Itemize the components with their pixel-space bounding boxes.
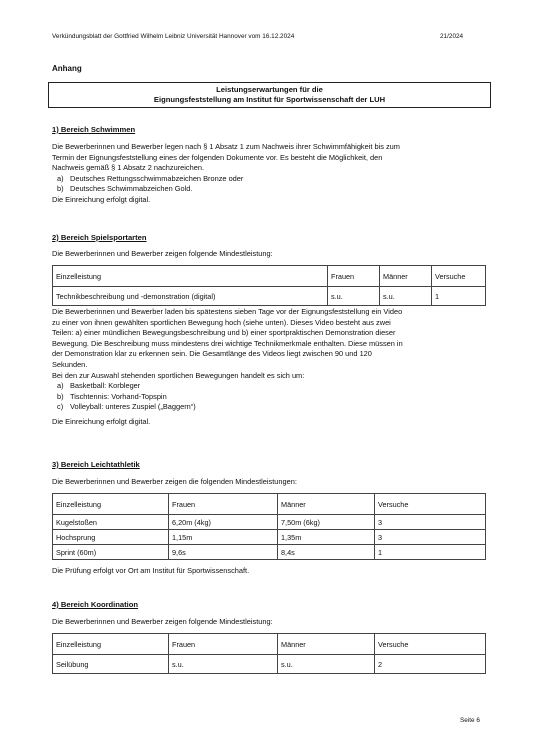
table-cell: 3 <box>375 515 486 530</box>
table-cell: s.u. <box>278 655 375 674</box>
section-3-heading: 3) Bereich Leichtathletik <box>52 460 140 469</box>
table-header-cell: Einzelleistung <box>53 634 169 655</box>
table-header-cell: Versuche <box>375 494 486 515</box>
table-row <box>53 530 486 545</box>
s2-para-line: der Demonstration klar zu erkennen sein. Die Gesamtlänge des Videos liegt zwischen 90 und 120 <box>52 349 372 359</box>
s2-para-line: zu einer von ihnen gewählten sportlichen Bewegung hoch (siehe unten). Dieses Video besteht aus zwei <box>52 317 391 327</box>
s3-intro: Die Bewerberinnen und Bewerber zeigen die folgenden Mindestleistungen: <box>52 477 297 486</box>
s1-intro-line: Nachweis gemäß § 1 Absatz 2 nachzureichen. <box>52 163 205 173</box>
table-cell: Seilübung <box>53 655 169 674</box>
table-header-cell: Männer <box>278 634 375 655</box>
list-text: Deutsches Rettungsschwimmabzeichen Bronze oder <box>70 173 244 183</box>
list-marker: b) <box>57 184 64 194</box>
s3-outro: Die Prüfung erfolgt vor Ort am Institut für Sportwissenschaft. <box>52 566 250 575</box>
section-2-heading: 2) Bereich Spielsportarten <box>52 233 147 242</box>
table-header-cell: Männer <box>278 494 375 515</box>
table-row <box>53 545 486 560</box>
s3-table <box>52 493 486 560</box>
table-cell: s.u. <box>328 287 380 306</box>
table-header-row <box>53 266 486 287</box>
table-cell: 1,15m <box>169 530 278 545</box>
table-row <box>53 515 486 530</box>
page-number: Seite 6 <box>460 717 480 724</box>
table-cell: s.u. <box>380 287 432 306</box>
table-header-cell: Versuche <box>375 634 486 655</box>
s2-outro: Die Einreichung erfolgt digital. <box>52 416 151 426</box>
table-cell: 7,50m (6kg) <box>278 515 375 530</box>
s2-lead: Bei den zur Auswahl stehenden sportlichen Bewegungen handelt es sich um: <box>52 370 305 380</box>
s2-table <box>52 265 486 306</box>
title-line-1: Leistungserwartungen für die <box>216 85 323 94</box>
title-line-2: Eignungsfeststellung am Institut für Sportwissenschaft der LUH <box>153 95 386 104</box>
list-item <box>52 381 492 392</box>
table-header-row <box>53 494 486 515</box>
s2-intro: Die Bewerberinnen und Bewerber zeigen folgende Mindestleistung: <box>52 249 273 258</box>
title-box <box>48 82 491 108</box>
s2-para-line: Teilen: a) einer mündlichen Bewegungsbeschreibung und b) einer sportpraktischen Demonstration dieser <box>52 328 396 338</box>
table-cell: 2 <box>375 655 486 674</box>
table-cell: Hochsprung <box>53 530 169 545</box>
table-header-cell: Frauen <box>328 266 380 287</box>
table-header-cell: Einzelleistung <box>53 266 328 287</box>
header-right: 21/2024 <box>440 33 464 40</box>
s1-intro-line: Die Bewerberinnen und Bewerber legen nach § 1 Absatz 1 zum Nachweis ihrer Schwimmfähigkeit bis zum <box>52 142 400 151</box>
table-cell: 9,6s <box>169 545 278 560</box>
table-cell: Sprint (60m) <box>53 545 169 560</box>
list-text: Volleyball: unteres Zuspiel („Baggern“) <box>70 402 196 412</box>
table-header-row <box>53 634 486 655</box>
table-header-cell: Frauen <box>169 634 278 655</box>
s1-outro: Die Einreichung erfolgt digital. <box>52 194 151 204</box>
s1-list <box>52 174 492 195</box>
s2-para-line: Bewegung. Die Beschreibung muss mindestens drei wichtige Technikmerkmale enthalten. Diese müssen in <box>52 338 403 348</box>
table-cell: 8,4s <box>278 545 375 560</box>
section-4-heading: 4) Bereich Koordination <box>52 600 139 609</box>
list-item <box>52 392 492 403</box>
table-cell: s.u. <box>169 655 278 674</box>
s4-intro: Die Bewerberinnen und Bewerber zeigen folgende Mindestleistung: <box>52 617 273 626</box>
list-item <box>52 402 492 413</box>
list-marker: c) <box>57 402 64 412</box>
header-left: Verkündungsblatt der Gottfried Wilhelm Leibniz Universität Hannover vom 16.12.2024 <box>52 33 295 40</box>
section-1-body <box>52 142 492 206</box>
table-cell: 3 <box>375 530 486 545</box>
table-cell: 1 <box>375 545 486 560</box>
section-2-body <box>52 307 492 428</box>
s1-intro-line: Termin der Eignungsfeststellung eines der folgenden Dokumente vor. Es besteht die Möglichkeit, den <box>52 152 383 162</box>
s4-table <box>52 633 486 674</box>
list-marker: a) <box>57 381 64 391</box>
list-marker: b) <box>57 391 64 401</box>
anhang-label: Anhang <box>52 64 82 73</box>
list-item <box>52 184 492 195</box>
table-header-cell: Frauen <box>169 494 278 515</box>
list-text: Tischtennis: Vorhand-Topspin <box>70 391 167 401</box>
s2-para-line: Die Bewerberinnen und Bewerber laden bis spätestens sieben Tage vor der Eignungsfeststellung ein Video <box>52 307 403 316</box>
table-row <box>53 655 486 674</box>
table-header-cell: Männer <box>380 266 432 287</box>
list-text: Basketball: Korbleger <box>70 381 141 391</box>
table-cell: 1,35m <box>278 530 375 545</box>
table-header-cell: Versuche <box>432 266 486 287</box>
section-1-heading: 1) Bereich Schwimmen <box>52 125 136 134</box>
list-text: Deutsches Schwimmabzeichen Gold. <box>70 184 193 194</box>
table-cell: 6,20m (4kg) <box>169 515 278 530</box>
list-marker: a) <box>57 173 64 183</box>
table-header-cell: Einzelleistung <box>53 494 169 515</box>
s2-list <box>52 381 492 413</box>
list-item <box>52 174 492 185</box>
s2-para-line: Sekunden. <box>52 359 88 369</box>
table-row <box>53 287 486 306</box>
table-cell: 1 <box>432 287 486 306</box>
table-cell: Technikbeschreibung und -demonstration (digital) <box>53 287 328 306</box>
table-cell: Kugelstoßen <box>53 515 169 530</box>
